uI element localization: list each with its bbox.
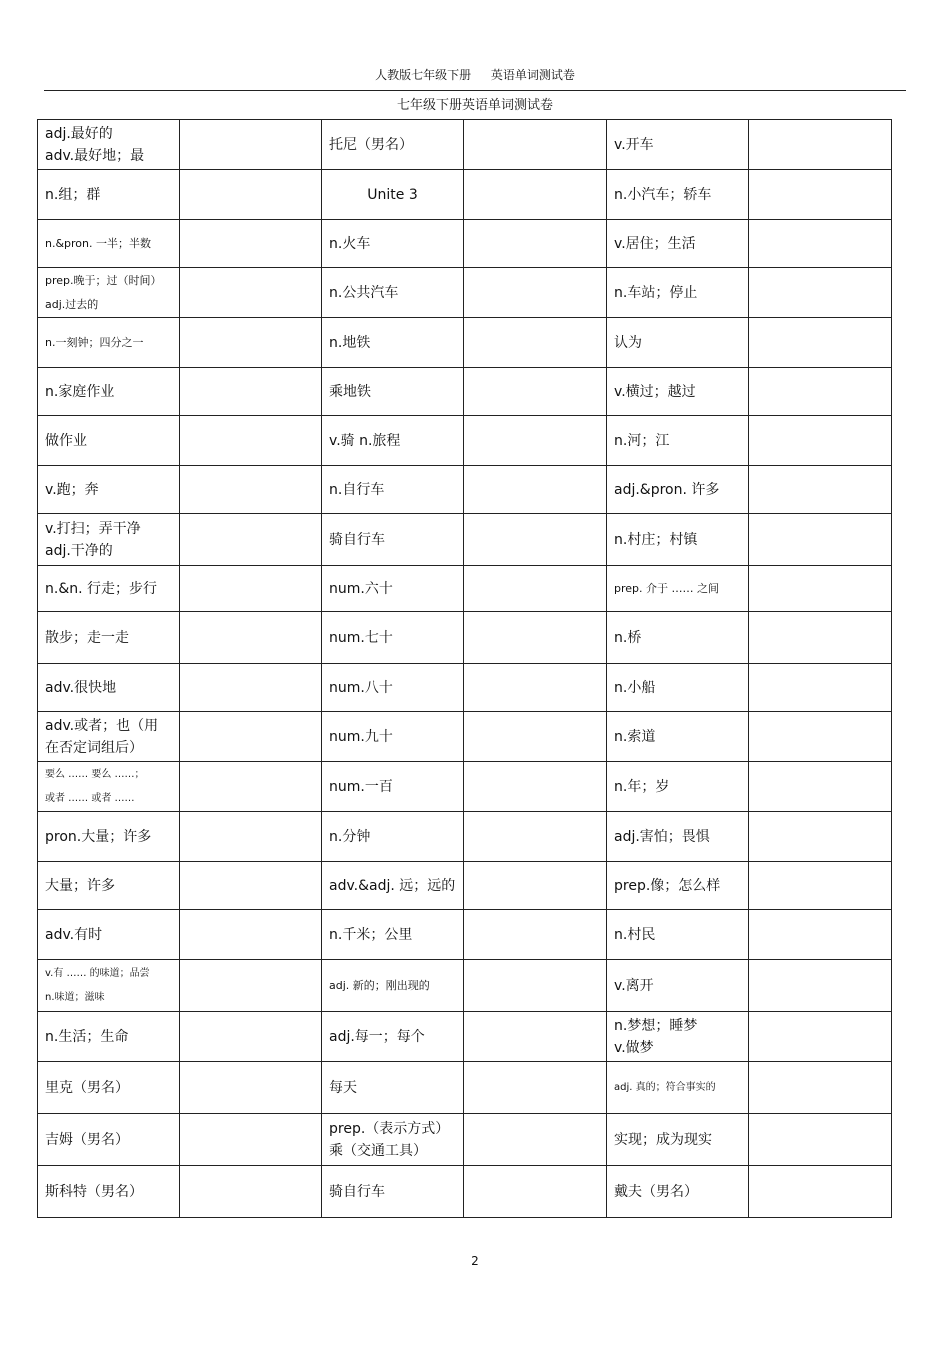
answer-cell[interactable] (180, 1062, 322, 1114)
page-header (0, 66, 950, 83)
table-row (38, 1114, 892, 1166)
answer-cell[interactable] (180, 664, 322, 712)
definition-cell: n.&n. 行走；步行 (38, 566, 180, 612)
definition-cell: n.组；群 (38, 170, 180, 220)
answer-cell[interactable] (180, 1012, 322, 1062)
answer-cell[interactable] (749, 268, 892, 318)
definition-cell: v.有 …… 的味道；品尝 n.味道；滋味 (38, 960, 180, 1012)
definition-cell: Unite 3 (322, 170, 464, 220)
table-row (38, 318, 892, 368)
definition-cell: 大量；许多 (38, 862, 180, 910)
answer-cell[interactable] (180, 220, 322, 268)
definition-cell: pron.大量；许多 (38, 812, 180, 862)
definition-cell: adj. 真的；符合事实的 (607, 1062, 749, 1114)
header-subject: 英语单词测试卷 (490, 68, 575, 82)
definition-cell: 做作业 (38, 416, 180, 466)
definition-cell: prep.（表示方式） 乘（交通工具） (322, 1114, 464, 1166)
definition-cell: n.小汽车；轿车 (607, 170, 749, 220)
answer-cell[interactable] (749, 664, 892, 712)
definition-cell: prep.晚于；过（时间） adj.过去的 (38, 268, 180, 318)
answer-cell[interactable] (464, 612, 607, 664)
definition-cell: num.九十 (322, 712, 464, 762)
answer-cell[interactable] (464, 960, 607, 1012)
definition-cell: v.开车 (607, 120, 749, 170)
definition-cell: prep. 介于 …… 之间 (607, 566, 749, 612)
definition-cell: prep.像；怎么样 (607, 862, 749, 910)
definition-cell: adv.有时 (38, 910, 180, 960)
answer-cell[interactable] (749, 862, 892, 910)
definition-cell: num.一百 (322, 762, 464, 812)
definition-cell: n.桥 (607, 612, 749, 664)
definition-cell: 散步；走一走 (38, 612, 180, 664)
answer-cell[interactable] (180, 368, 322, 416)
definition-cell: n.小船 (607, 664, 749, 712)
answer-cell[interactable] (464, 566, 607, 612)
definition-cell: n.村民 (607, 910, 749, 960)
table-row (38, 960, 892, 1012)
definition-cell: n.家庭作业 (38, 368, 180, 416)
answer-cell[interactable] (749, 960, 892, 1012)
answer-cell[interactable] (180, 566, 322, 612)
answer-cell[interactable] (749, 910, 892, 960)
definition-cell: n.河；江 (607, 416, 749, 466)
definition-cell: n.车站；停止 (607, 268, 749, 318)
definition-cell: adv.&adj. 远；远的 (322, 862, 464, 910)
table-row (38, 466, 892, 514)
definition-cell: 实现；成为现实 (607, 1114, 749, 1166)
answer-cell[interactable] (749, 566, 892, 612)
answer-cell[interactable] (180, 960, 322, 1012)
answer-cell[interactable] (180, 612, 322, 664)
definition-cell: adj. 新的；刚出现的 (322, 960, 464, 1012)
answer-cell[interactable] (464, 416, 607, 466)
table-row (38, 862, 892, 910)
table-row (38, 566, 892, 612)
definition-cell: n.千米；公里 (322, 910, 464, 960)
definition-cell: adj.害怕；畏惧 (607, 812, 749, 862)
answer-cell[interactable] (464, 1166, 607, 1218)
table-row (38, 612, 892, 664)
answer-cell[interactable] (180, 120, 322, 170)
answer-cell[interactable] (464, 318, 607, 368)
table-row (38, 1012, 892, 1062)
answer-cell[interactable] (749, 1062, 892, 1114)
answer-cell[interactable] (180, 1114, 322, 1166)
answer-cell[interactable] (749, 612, 892, 664)
answer-cell[interactable] (180, 812, 322, 862)
answer-cell[interactable] (749, 318, 892, 368)
answer-cell[interactable] (180, 318, 322, 368)
answer-cell[interactable] (180, 910, 322, 960)
answer-cell[interactable] (749, 762, 892, 812)
table-row (38, 664, 892, 712)
answer-cell[interactable] (749, 712, 892, 762)
answer-cell[interactable] (464, 466, 607, 514)
table-row (38, 712, 892, 762)
table-row (38, 368, 892, 416)
table-row (38, 170, 892, 220)
definition-cell: v.横过；越过 (607, 368, 749, 416)
answer-cell[interactable] (749, 1012, 892, 1062)
answer-cell[interactable] (464, 862, 607, 910)
table-row (38, 220, 892, 268)
answer-cell[interactable] (749, 120, 892, 170)
definition-cell: adj.每一；每个 (322, 1012, 464, 1062)
answer-cell[interactable] (180, 466, 322, 514)
table-row (38, 120, 892, 170)
answer-cell[interactable] (180, 762, 322, 812)
header-rule (44, 90, 906, 91)
definition-cell: 每天 (322, 1062, 464, 1114)
table-row (38, 762, 892, 812)
answer-cell[interactable] (464, 220, 607, 268)
definition-cell: n.公共汽车 (322, 268, 464, 318)
definition-cell: n.分钟 (322, 812, 464, 862)
answer-cell[interactable] (749, 1166, 892, 1218)
definition-cell: 吉姆（男名） (38, 1114, 180, 1166)
definition-cell: 要么 …… 要么 ……； 或者 …… 或者 …… (38, 762, 180, 812)
answer-cell[interactable] (180, 268, 322, 318)
page-number: 2 (471, 1254, 479, 1268)
answer-cell[interactable] (749, 514, 892, 566)
answer-cell[interactable] (749, 170, 892, 220)
definition-cell: v.打扫；弄干净 adj.干净的 (38, 514, 180, 566)
answer-cell[interactable] (464, 1062, 607, 1114)
answer-cell[interactable] (180, 1166, 322, 1218)
definition-cell: n.自行车 (322, 466, 464, 514)
definition-cell: num.八十 (322, 664, 464, 712)
definition-cell: adv.或者；也（用 在否定词组后） (38, 712, 180, 762)
table-row (38, 268, 892, 318)
table-row (38, 812, 892, 862)
definition-cell: n.梦想；睡梦 v.做梦 (607, 1012, 749, 1062)
definition-cell: adj.&pron. 许多 (607, 466, 749, 514)
answer-cell[interactable] (749, 368, 892, 416)
definition-cell: v.骑 n.旅程 (322, 416, 464, 466)
answer-cell[interactable] (749, 416, 892, 466)
definition-cell: adv.很快地 (38, 664, 180, 712)
definition-cell: 乘地铁 (322, 368, 464, 416)
table-row (38, 514, 892, 566)
answer-cell[interactable] (180, 416, 322, 466)
page-title: 七年级下册英语单词测试卷 (396, 98, 553, 113)
table-row (38, 1062, 892, 1114)
answer-cell[interactable] (464, 910, 607, 960)
answer-cell[interactable] (180, 514, 322, 566)
definition-cell: num.六十 (322, 566, 464, 612)
answer-cell[interactable] (464, 812, 607, 862)
definition-cell: 骑自行车 (322, 514, 464, 566)
definition-cell: n.年；岁 (607, 762, 749, 812)
answer-cell[interactable] (464, 712, 607, 762)
answer-cell[interactable] (749, 220, 892, 268)
table-row (38, 1166, 892, 1218)
definition-cell: n.&pron. 一半；半数 (38, 220, 180, 268)
answer-cell[interactable] (464, 170, 607, 220)
answer-cell[interactable] (749, 1114, 892, 1166)
table-row (38, 910, 892, 960)
definition-cell: 斯科特（男名） (38, 1166, 180, 1218)
answer-cell[interactable] (464, 1114, 607, 1166)
definition-cell: adj.最好的 adv.最好地；最 (38, 120, 180, 170)
answer-cell[interactable] (464, 368, 607, 416)
answer-cell[interactable] (180, 862, 322, 910)
definition-cell: 戴夫（男名） (607, 1166, 749, 1218)
definition-cell: 认为 (607, 318, 749, 368)
answer-cell[interactable] (464, 268, 607, 318)
definition-cell: n.生活；生命 (38, 1012, 180, 1062)
definition-cell: 里克（男名） (38, 1062, 180, 1114)
answer-cell[interactable] (464, 1012, 607, 1062)
answer-cell[interactable] (464, 762, 607, 812)
answer-cell[interactable] (180, 712, 322, 762)
definition-cell: n.村庄；村镇 (607, 514, 749, 566)
definition-cell: n.地铁 (322, 318, 464, 368)
answer-cell[interactable] (464, 120, 607, 170)
definition-cell: n.一刻钟；四分之一 (38, 318, 180, 368)
definition-cell: num.七十 (322, 612, 464, 664)
answer-cell[interactable] (749, 812, 892, 862)
definition-cell: n.索道 (607, 712, 749, 762)
header-book: 人教版七年级下册 (375, 68, 472, 82)
definition-cell: v.跑；奔 (38, 466, 180, 514)
definition-cell: n.火车 (322, 220, 464, 268)
answer-cell[interactable] (464, 514, 607, 566)
definition-cell: 骑自行车 (322, 1166, 464, 1218)
definition-cell: v.离开 (607, 960, 749, 1012)
answer-cell[interactable] (464, 664, 607, 712)
definition-cell: 托尼（男名） (322, 120, 464, 170)
definition-cell: v.居住；生活 (607, 220, 749, 268)
table-row (38, 416, 892, 466)
answer-cell[interactable] (749, 466, 892, 514)
vocabulary-table (37, 119, 892, 1218)
answer-cell[interactable] (180, 170, 322, 220)
